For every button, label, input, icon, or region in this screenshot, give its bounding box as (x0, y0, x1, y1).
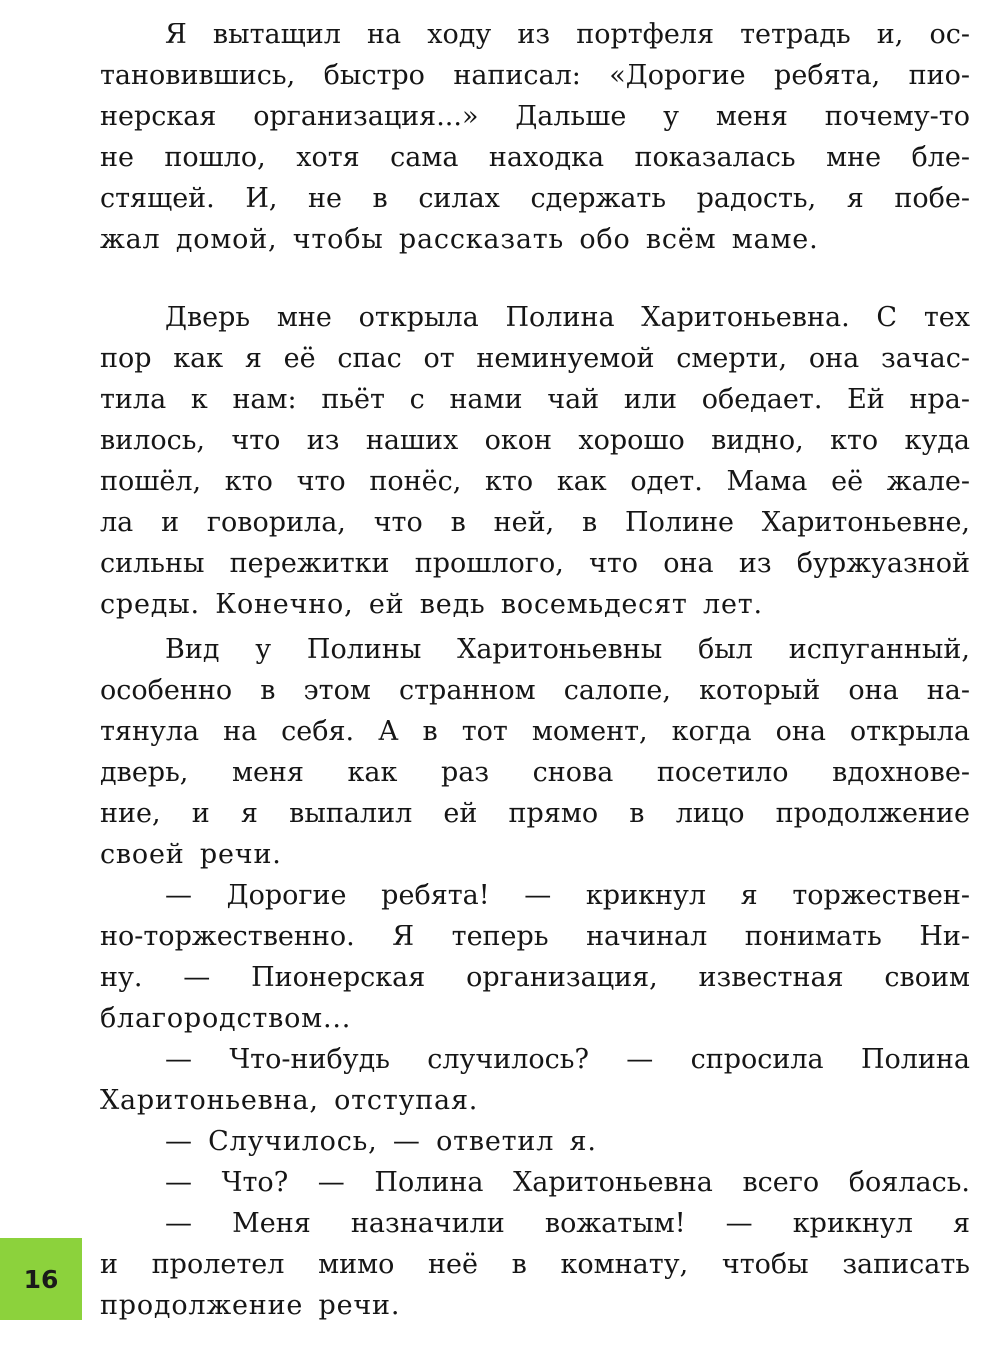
text-line: но-торжественно. Я теперь начинал понимать Ни- (100, 921, 970, 952)
text-line: — Что-нибудь случилось? — спросила Полина (165, 1044, 970, 1075)
text-line: продолжение речи. (100, 1290, 401, 1321)
text-line: сильны пережитки прошлого, что она из буржуазной (100, 548, 970, 579)
text-line: и пролетел мимо неё в комнату, чтобы записать (100, 1249, 970, 1280)
text-line: — Меня назначили вожатым! — крикнул я (165, 1208, 970, 1239)
text-line: не пошло, хотя сама находка показалась мне бле- (100, 142, 970, 173)
text-line: пошёл, кто что понёс, кто как одет. Мама её жале- (100, 466, 970, 497)
text-line: особенно в этом странном салопе, который она на- (100, 675, 970, 706)
text-line: тановившись, быстро написал: «Дорогие ребята, пио- (100, 60, 970, 91)
text-line: вилось, что из наших окон хорошо видно, кто куда (100, 425, 970, 456)
page-number: 16 (23, 1264, 59, 1294)
text-line: — Что? — Полина Харитоньевна всего боялась. (165, 1167, 970, 1198)
text-line: благородством... (100, 1003, 352, 1034)
page-number-badge (0, 1238, 82, 1320)
text-line: Вид у Полины Харитоньевны был испуганный, (165, 634, 970, 665)
text-line: Я вытащил на ходу из портфеля тетрадь и, ос- (165, 19, 970, 50)
text-line: своей речи. (100, 839, 282, 870)
text-line: Харитоньевна, отступая. (100, 1085, 479, 1116)
text-line: среды. Конечно, ей ведь восемьдесят лет. (100, 589, 763, 620)
text-line: стящей. И, не в силах сдержать радость, я побе- (100, 183, 970, 214)
text-line: тила к нам: пьёт с нами чай или обедает. Ей нра- (100, 384, 970, 415)
text-line: нерская организация...» Дальше у меня почему-то (100, 101, 970, 132)
text-line: ние, и я выпалил ей прямо в лицо продолжение (100, 798, 970, 829)
text-line: Дверь мне открыла Полина Харитоньевна. С тех (165, 302, 970, 333)
text-line: ла и говорила, что в ней, в Полине Харитоньевне, (100, 507, 970, 538)
text-line: жал домой, чтобы рассказать обо всём маме. (100, 224, 819, 255)
text-line: — Случилось, — ответил я. (165, 1126, 597, 1157)
text-line: тянула на себя. А в тот момент, когда она открыла (100, 716, 970, 747)
text-line: — Дорогие ребята! — крикнул я торжествен- (165, 880, 970, 911)
text-line: ну. — Пионерская организация, известная своим (100, 962, 970, 993)
text-line: пор как я её спас от неминуемой смерти, она зачас- (100, 343, 970, 374)
text-line: дверь, меня как раз снова посетило вдохнове- (100, 757, 970, 788)
